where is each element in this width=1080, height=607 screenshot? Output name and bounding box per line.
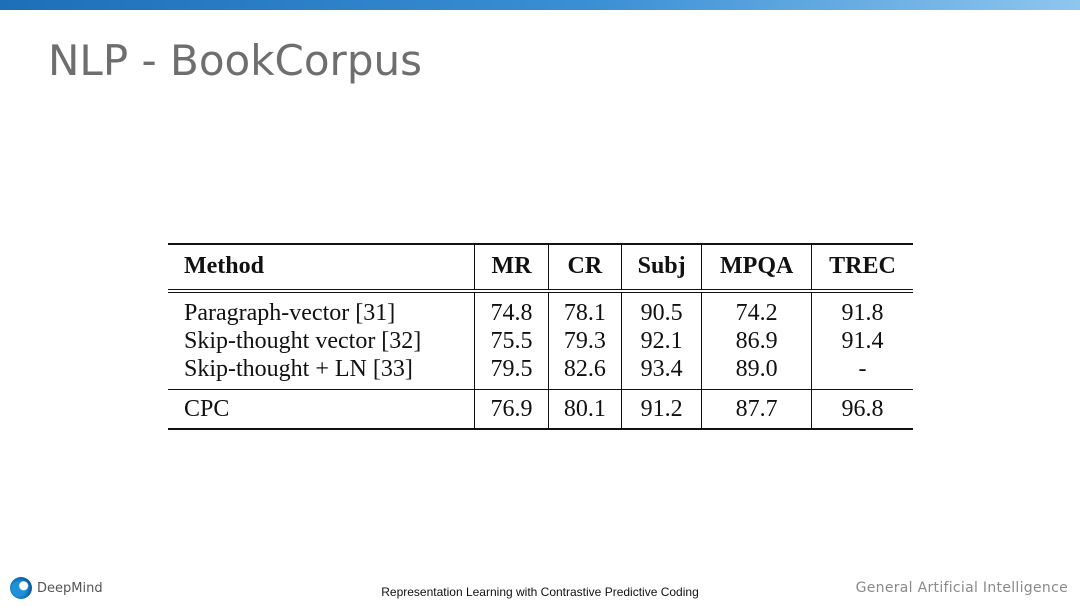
top-accent-bar	[0, 0, 1080, 10]
table-row-cpc	[168, 390, 913, 430]
trec-cell: -	[812, 355, 913, 390]
mr-cell: 79.5	[475, 355, 548, 390]
header-method: Method	[168, 244, 475, 291]
trec-cell: 91.8	[812, 291, 913, 327]
slide-title: NLP - BookCorpus	[48, 36, 422, 85]
mpqa-cell: 89.0	[702, 355, 812, 390]
cr-cell: 82.6	[548, 355, 621, 390]
method-cell: Paragraph-vector [31]	[184, 300, 396, 326]
table-row	[168, 327, 913, 355]
mr-cell: 74.8	[475, 291, 548, 327]
table-row	[168, 355, 913, 390]
mpqa-cell: 86.9	[702, 327, 812, 355]
mr-cell: 76.9	[475, 390, 548, 430]
table-header-row	[168, 244, 913, 291]
cr-cell: 80.1	[548, 390, 621, 430]
subj-cell: 93.4	[621, 355, 701, 390]
cr-cell: 79.3	[548, 327, 621, 355]
method-cell: CPC	[168, 390, 475, 430]
table-row	[168, 291, 913, 327]
results-table	[168, 243, 913, 430]
trec-cell: 96.8	[812, 390, 913, 430]
method-cell: Skip-thought vector [32]	[184, 328, 422, 354]
subj-cell: 92.1	[621, 327, 701, 355]
mpqa-cell: 74.2	[702, 291, 812, 327]
logo-text: DeepMind	[37, 580, 103, 596]
subj-cell: 91.2	[621, 390, 701, 430]
cr-cell: 78.1	[548, 291, 621, 327]
header-mpqa: MPQA	[702, 244, 812, 291]
method-cell: Skip-thought + LN [33]	[168, 355, 475, 390]
header-trec: TREC	[812, 244, 913, 291]
footer-tagline: General Artificial Intelligence	[855, 580, 1068, 596]
mpqa-cell: 87.7	[702, 390, 812, 430]
trec-cell: 91.4	[812, 327, 913, 355]
mr-cell: 75.5	[475, 327, 548, 355]
footer-presentation-title: Representation Learning with Contrastive Predictive Coding	[381, 585, 699, 599]
header-mr: MR	[475, 244, 548, 291]
header-subj: Subj	[621, 244, 701, 291]
subj-cell: 90.5	[621, 291, 701, 327]
header-cr: CR	[548, 244, 621, 291]
